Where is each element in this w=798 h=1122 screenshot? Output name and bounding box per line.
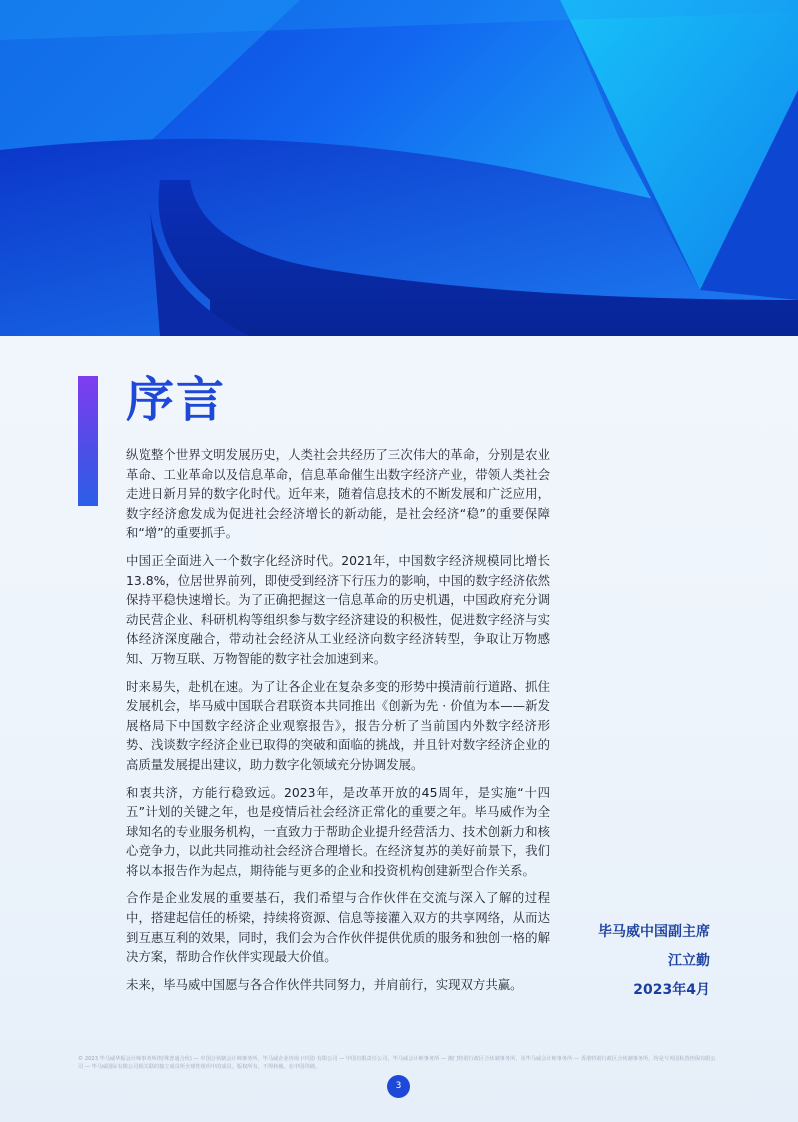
signature-block [598,918,710,1005]
hero-image [0,0,798,336]
paragraph: 中国正全面进入一个数字化经济时代。2021年，中国数字经济规模同比增长13.8%，位居世界前列，即使受到经济下行压力的影响，中国的数字经济依然保持平稳快速增长。为了正确把握这一信息革命的历史机遇，中国政府充分调动民营企业、科研机构等组织参与数字经济建设的积极性，促进数字经济与实体经济深度融合，带动社会经济从工业经济向数字经济转型，争取让万物感知、万物互联、万物智能的数字社会加速到来。 [126,552,550,666]
paragraph: 合作是企业发展的重要基石，我们希望与合作伙伴在交流与深入了解的过程中，搭建起信任的桥梁，持续将资源、信息等接灌入双方的共享网络，从而达到互惠互利的效果，同时，我们会为合作伙伴提供优质的服务和独创一格的解决方案，帮助合作伙伴实现最大价值。 [126,890,550,965]
preface-body [126,445,550,1002]
page-number: 3 [387,1075,410,1098]
paragraph: 纵览整个世界文明发展历史，人类社会共经历了三次伟大的革命，分别是农业革命、工业革命以及信息革命，信息革命催生出数字经济产业，带领人类社会走进日新月异的数字化时代。近年来，随着信息技术的不断发展和广泛应用，数字经济愈发成为促进社会经济增长的新动能，是社会经济“稳”的重要保障和“增”的重要抓手。 [126,447,550,541]
paragraph: 和衷共济，方能行稳致远。2023年，是改革开放的45周年，是实施“十四五”计划的关键之年，也是疫情后社会经济正常化的重要之年。毕马威作为全球知名的专业服务机构，一直致力于帮助企业提升经营活力、技术创新力和核心竞争力，以此共同推动社会经济合理增长。在经济复苏的美好前景下，我们将以本报告作为起点，期待能与更多的企业和投资机构创建新型合作关系。 [126,784,550,878]
signatory-name: 江立勤 [668,953,710,969]
abstract-3d-shapes [0,0,798,336]
paragraph: 未来，毕马威中国愿与各合作伙伴共同努力，并肩前行，实现双方共赢。 [126,976,523,992]
signatory-title: 毕马威中国副主席 [598,924,710,940]
accent-bar [78,376,98,506]
page-title: 序言 [126,372,227,428]
paragraph: 时来易失，赴机在速。为了让各企业在复杂多变的形势中摸清前行道路、抓住发展机会，毕马威中国联合君联资本共同推出《创新为先 · 价值为本——新发展格局下中国数字经济企业观察报告》，报告分析了当前国内外数字经济形势、浅谈数字经济企业已取得的突破和面临的挑战，并且针对数字经济企业的高质量发展提出建议，助力数字化领域充分协调发展。 [126,678,550,772]
signature-date: 2023年4月 [633,982,710,998]
copyright-note: © 2023 毕马威华振会计师事务所(特殊普通合伙) — 中国合伙制会计师事务所，毕马威企业咨询 (中国) 有限公司 — 中国有限责任公司，毕马威会计师事务所 — 澳门特别行政区合伙制事务所，及毕马威会计师事务所 — 香港特别行政区合伙制事务所，均是与英国私营担保有限公司 — 毕马威国际有限公司相关联的独立成员所全球性组织中的成员。版权所有，不得转载。在中国印刷。 [78,1056,716,1070]
